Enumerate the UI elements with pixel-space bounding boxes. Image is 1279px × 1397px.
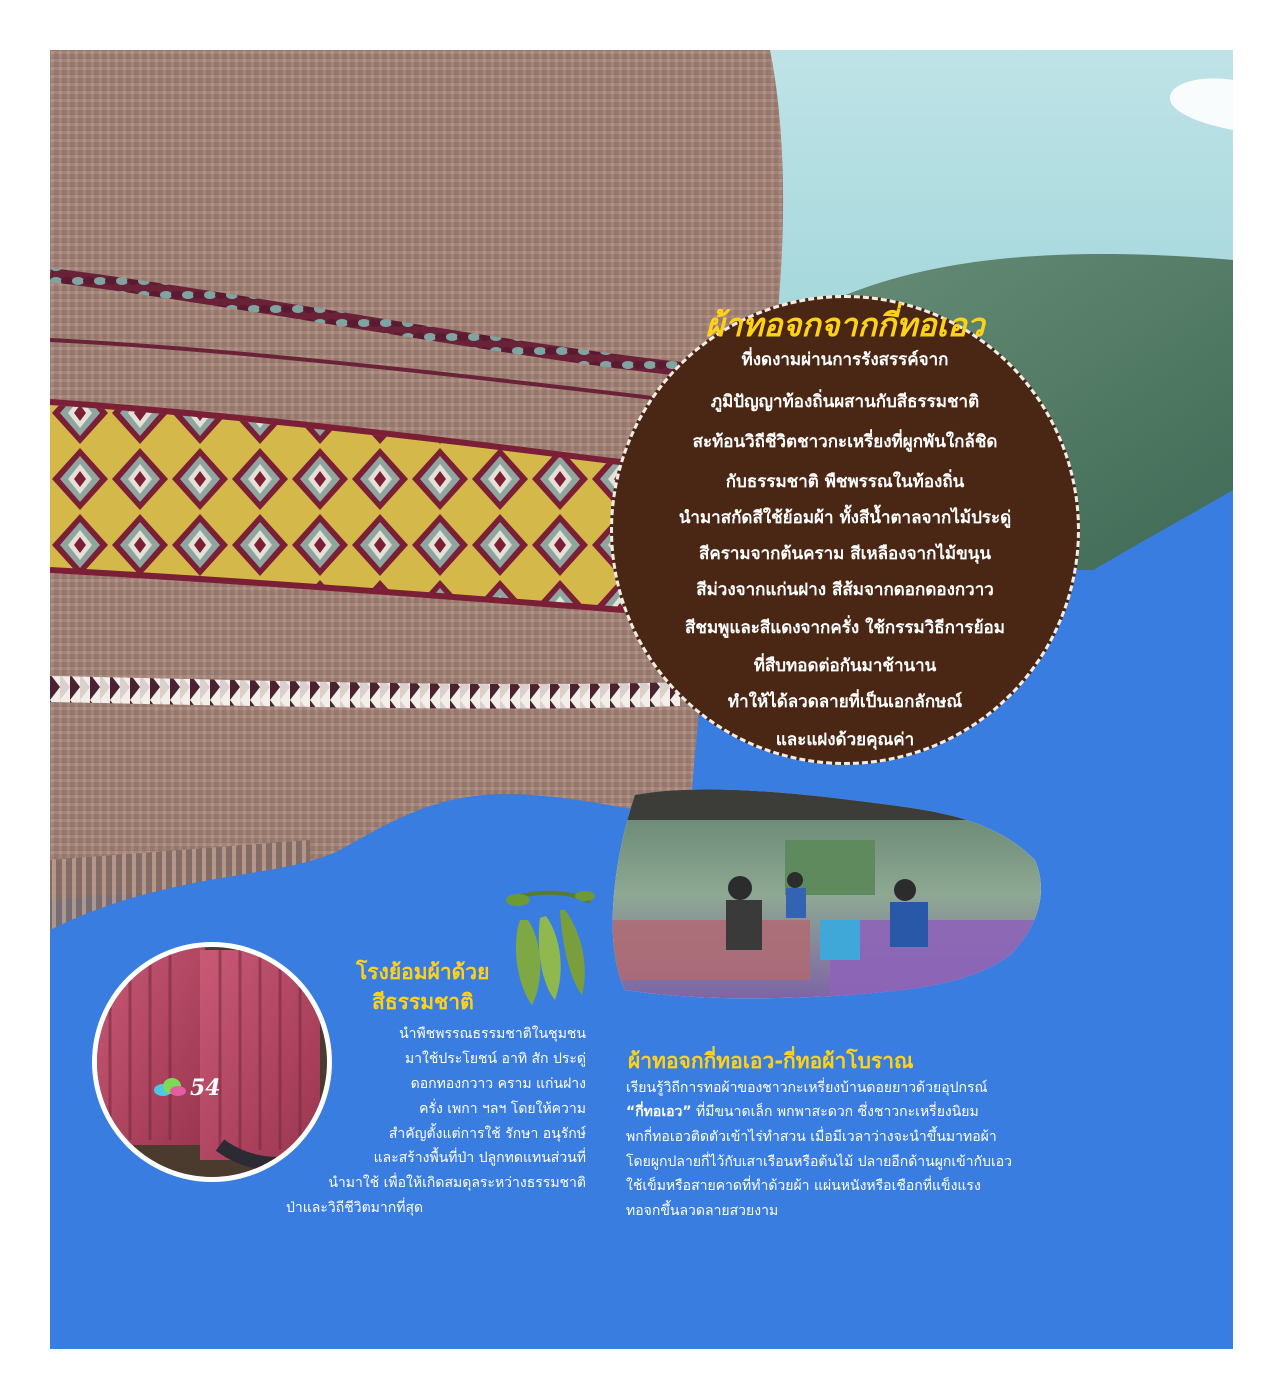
loom-term: “กี่ทอเอว” [626, 1104, 692, 1120]
dye-section-title-line1: โรงย้อมผ้าด้วย [356, 960, 490, 984]
page-number: 54 [190, 1075, 221, 1101]
feature-text-line: ที่สืบทอดต่อกันมาช้านาน [753, 656, 937, 676]
feature-text-line: ภูมิปัญญาท้องถิ่นผสานกับสีธรรมชาติ [710, 392, 980, 412]
magazine-page [50, 50, 1233, 1349]
weaving-text-line: ทอจกขึ้นลวดลายสวยงาม [626, 1203, 779, 1219]
feature-text-line: สีม่วงจากแก่นฝาง สีส้มจากดอกดองกวาว [696, 580, 994, 600]
feature-text-line: นำมาสกัดสีใช้ย้อมผ้า ทั้งสีน้ำตาลจากไม้ประดู่ [678, 508, 1012, 528]
feature-text-line: สีชมพูและสีแดงจากครั่ง ใช้กรรมวิธีการย้อม [685, 618, 1005, 638]
dye-section-title-line2: สีธรรมชาติ [372, 990, 474, 1014]
weaving-text-line: พกกี่ทอเอวติดตัวเข้าไร่ทำสวน เมื่อมีเวลาว่างจะนำขึ้นมาทอผ้า [626, 1129, 997, 1145]
weaving-text-line [626, 1100, 979, 1124]
feature-title: ผ้าทอจกจากกี่ทอเอว [705, 306, 985, 344]
cloud-icon [153, 1077, 187, 1097]
weaving-text-line: ใช้เข็มหรือสายคาดที่ทำด้วยผ้า แผ่นหนังหรือเชือกที่แข็งแรง [626, 1178, 981, 1194]
feature-text-line: และแฝงด้วยคุณค่า [775, 730, 915, 750]
weaving-text-line: เรียนรู้วิถีการทอผ้าของชาวกะเหรี่ยงบ้านดอยยาวด้วยอุปกรณ์ [626, 1080, 988, 1096]
feature-text-line: ที่งดงามผ่านการรังสรรค์จาก [741, 350, 949, 370]
dye-text-line: มาใช้ประโยชน์ อาทิ สัก ประดู่ [404, 1051, 586, 1067]
feature-text-line: กับธรรมชาติ พืชพรรณในท้องถิ่น [725, 472, 965, 492]
dye-text-line: ดอกทองกวาว คราม แก่นฝาง [410, 1076, 586, 1092]
feature-text-line: สะท้อนวิถีชีวิตชาวกะเหรี่ยงที่ผูกพันใกล้ชิด [692, 432, 998, 452]
dye-text-line: นำมาใช้ เพื่อให้เกิดสมดุลระหว่างธรรมชาติ [328, 1175, 586, 1191]
dye-text-line: นำพืชพรรณธรรมชาติในชุมชน [399, 1026, 586, 1042]
feature-text-line: ทำให้ได้ลวดลายที่เป็นเอกลักษณ์ [727, 692, 963, 712]
dye-text-line: ครั่ง เพกา ฯลฯ โดยให้ความ [419, 1101, 586, 1117]
dye-text-line: และสร้างพื้นที่ป่า ปลูกทดแทนส่วนที่ [373, 1150, 586, 1166]
weaving-text-line: โดยผูกปลายกี่ไว้กับเสาเรือนหรือต้นไม้ ปลายอีกด้านผูกเข้ากับเอว [626, 1154, 1013, 1170]
dye-text-line: ป่าและวิถีชีวิตมากที่สุด [286, 1200, 424, 1216]
dye-text-line: สำคัญตั้งแต่การใช้ รักษา อนุรักษ์ [388, 1126, 586, 1142]
weaving-section-title: ผ้าทอจกกี่ทอเอว-กี่ทอผ้าโบราณ [628, 1049, 914, 1073]
feature-text-line: สีครามจากต้นคราม สีเหลืองจากไม้ขนุน [698, 544, 991, 564]
weaving-text-span: ที่มีขนาดเล็ก พกพาสะดวก ซึ่งชาวกะเหรี่ยงนิยม [691, 1104, 979, 1120]
